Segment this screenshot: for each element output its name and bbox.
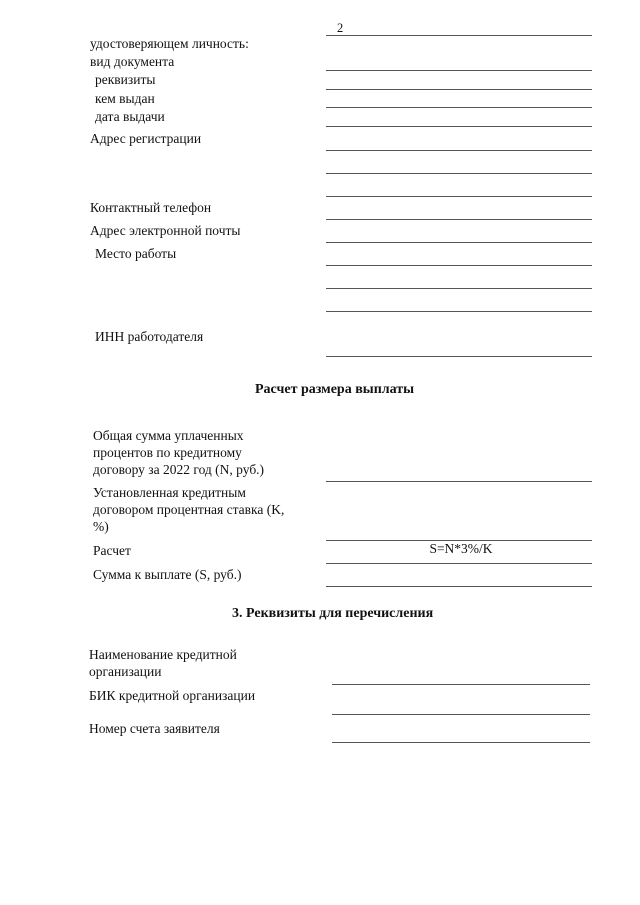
issue-date-label: дата выдачи (95, 109, 165, 124)
issued-by-field[interactable] (326, 107, 592, 108)
total-interest-label-line-3: договору за 2022 год (N, руб.) (93, 462, 265, 477)
reg-address-field-2[interactable] (326, 173, 592, 174)
reg-address-label: Адрес регистрации (90, 131, 202, 146)
email-field[interactable] (326, 242, 592, 243)
doc-details-field[interactable] (326, 89, 592, 90)
total-interest-label-line-1: Общая сумма уплаченных (93, 428, 244, 443)
phone-field[interactable] (326, 219, 592, 220)
bik-field[interactable] (332, 714, 590, 715)
account-field[interactable] (332, 742, 590, 743)
rate-label-line-2: договором процентная ставка (K, (93, 502, 285, 517)
bank-name-label-line-2: организации (89, 664, 162, 679)
rate-label-line-3: %) (93, 519, 109, 534)
issued-by-label: кем выдан (95, 91, 155, 106)
requisites-heading: 3. Реквизиты для перечисления (232, 606, 434, 621)
phone-label: Контактный телефон (90, 200, 212, 215)
workplace-field-2[interactable] (326, 288, 592, 289)
issue-date-field[interactable] (326, 126, 592, 127)
workplace-field-1[interactable] (326, 265, 592, 266)
workplace-field-3[interactable] (326, 311, 592, 312)
account-label: Номер счета заявителя (89, 721, 220, 736)
calc-field[interactable] (326, 563, 592, 564)
email-label: Адрес электронной почты (90, 223, 241, 238)
total-interest-label-line-2: процентов по кредитному (93, 445, 242, 460)
payout-label: Сумма к выплате (S, руб.) (93, 567, 242, 582)
calc-formula: S=N*3%/K (429, 541, 493, 556)
workplace-label: Место работы (95, 246, 177, 261)
bank-name-field[interactable] (332, 684, 590, 685)
page-number: 2 (337, 21, 344, 35)
employer-inn-field[interactable] (326, 356, 592, 357)
total-interest-field[interactable] (326, 481, 592, 482)
header-line (326, 35, 592, 36)
employer-inn-label: ИНН работодателя (95, 329, 204, 344)
calc-heading: Расчет размера выплаты (255, 382, 415, 397)
doc-type-field[interactable] (326, 70, 592, 71)
doc-type-label: вид документа (90, 54, 175, 69)
rate-label-line-1: Установленная кредитным (93, 485, 246, 500)
payout-field[interactable] (326, 586, 592, 587)
doc-details-label: реквизиты (95, 72, 156, 87)
bank-name-label-line-1: Наименование кредитной (89, 647, 237, 662)
identity-intro-label: удостоверяющем личность: (90, 36, 249, 51)
reg-address-field-1[interactable] (326, 150, 592, 151)
bik-label: БИК кредитной организации (89, 688, 256, 703)
calc-label: Расчет (93, 543, 131, 558)
reg-address-field-3[interactable] (326, 196, 592, 197)
